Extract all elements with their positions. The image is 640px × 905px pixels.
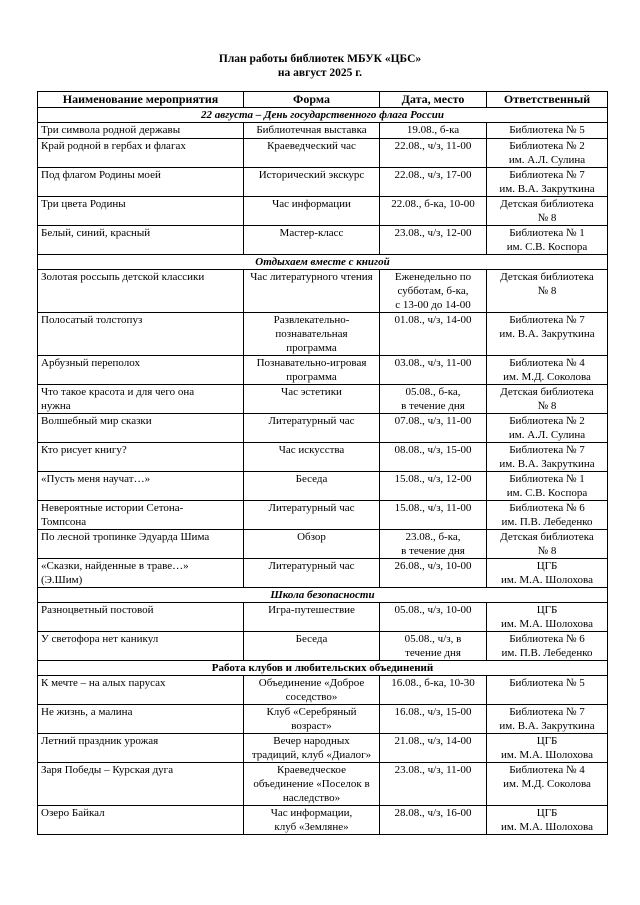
event-name-cell: Три цвета Родины [38, 197, 244, 226]
header-responsible: Ответственный [487, 92, 608, 108]
date-place-cell: 01.08., ч/з, 14-00 [380, 313, 487, 356]
form-cell: Литературный час [244, 414, 380, 443]
form-cell: Вечер народных традиций, клуб «Диалог» [244, 734, 380, 763]
form-cell: Обзор [244, 530, 380, 559]
responsible-cell: Библиотека № 1 им. С.В. Коспора [487, 472, 608, 501]
responsible-cell: Библиотека № 5 [487, 123, 608, 139]
responsible-cell: Детская библиотека № 8 [487, 270, 608, 313]
table-row [38, 472, 608, 501]
responsible-cell: Библиотека № 6 им. П.В. Лебеденко [487, 632, 608, 661]
event-name-cell: Кто рисует книгу? [38, 443, 244, 472]
responsible-cell: Детская библиотека № 8 [487, 385, 608, 414]
date-place-cell: 07.08., ч/з, 11-00 [380, 414, 487, 443]
event-name-cell: Под флагом Родины моей [38, 168, 244, 197]
form-cell: Час искусства [244, 443, 380, 472]
form-cell: Краеведческий час [244, 139, 380, 168]
date-place-cell: 05.08., ч/з, в течение дня [380, 632, 487, 661]
section-row [38, 588, 608, 603]
event-name-cell: Белый, синий, красный [38, 226, 244, 255]
form-cell: Краеведческое объединение «Поселок в наследство» [244, 763, 380, 806]
date-place-cell: 22.08., ч/з, 11-00 [380, 139, 487, 168]
responsible-cell: Библиотека № 2 им. А.Л. Сулина [487, 414, 608, 443]
date-place-cell: 26.08., ч/з, 10-00 [380, 559, 487, 588]
responsible-cell: Детская библиотека № 8 [487, 530, 608, 559]
date-place-cell: 28.08., ч/з, 16-00 [380, 806, 487, 835]
events-table [37, 91, 608, 835]
form-cell: Час эстетики [244, 385, 380, 414]
table-row [38, 385, 608, 414]
date-place-cell: Еженедельно по субботам, б-ка, с 13-00 до 14-00 [380, 270, 487, 313]
form-cell: Библиотечная выставка [244, 123, 380, 139]
section-title: Отдыхаем вместе с книгой [38, 255, 608, 270]
event-name-cell: Невероятные истории Сетона- Томпсона [38, 501, 244, 530]
table-row [38, 763, 608, 806]
date-place-cell: 16.08., б-ка, 10-30 [380, 676, 487, 705]
form-cell: Час информации [244, 197, 380, 226]
event-name-cell: Волшебный мир сказки [38, 414, 244, 443]
table-row [38, 559, 608, 588]
event-name-cell: Разноцветный постовой [38, 603, 244, 632]
form-cell: Исторический экскурс [244, 168, 380, 197]
date-place-cell: 08.08., ч/з, 15-00 [380, 443, 487, 472]
date-place-cell: 15.08., ч/з, 11-00 [380, 501, 487, 530]
table-row [38, 806, 608, 835]
responsible-cell: Библиотека № 7 им. В.А. Закруткина [487, 443, 608, 472]
form-cell: Объединение «Доброе соседство» [244, 676, 380, 705]
event-name-cell: «Пусть меня научат…» [38, 472, 244, 501]
form-cell: Беседа [244, 472, 380, 501]
table-row [38, 123, 608, 139]
event-name-cell: Не жизнь, а малина [38, 705, 244, 734]
responsible-cell: Библиотека № 1 им. С.В. Коспора [487, 226, 608, 255]
date-place-cell: 05.08., ч/з, 10-00 [380, 603, 487, 632]
table-row [38, 356, 608, 385]
responsible-cell: Библиотека № 4 им. М.Д. Соколова [487, 356, 608, 385]
table-row [38, 676, 608, 705]
event-name-cell: Золотая россыпь детской классики [38, 270, 244, 313]
table-header-row [38, 92, 608, 108]
form-cell: Клуб «Серебряный возраст» [244, 705, 380, 734]
section-row [38, 661, 608, 676]
date-place-cell: 19.08., б-ка [380, 123, 487, 139]
table-row [38, 603, 608, 632]
responsible-cell: ЦГБ им. М.А. Шолохова [487, 559, 608, 588]
table-row [38, 734, 608, 763]
date-place-cell: 22.08., ч/з, 17-00 [380, 168, 487, 197]
responsible-cell: Библиотека № 7 им. В.А. Закруткина [487, 168, 608, 197]
event-name-cell: Полосатый толстопуз [38, 313, 244, 356]
event-name-cell: Край родной в гербах и флагах [38, 139, 244, 168]
date-place-cell: 16.08., ч/з, 15-00 [380, 705, 487, 734]
table-body [38, 108, 608, 835]
form-cell: Час информации, клуб «Земляне» [244, 806, 380, 835]
form-cell: Литературный час [244, 501, 380, 530]
event-name-cell: Заря Победы – Курская дуга [38, 763, 244, 806]
header-event-name: Наименование мероприятия [38, 92, 244, 108]
responsible-cell: Библиотека № 6 им. П.В. Лебеденко [487, 501, 608, 530]
plan-title: План работы библиотек МБУК «ЦБС» [218, 53, 422, 65]
event-name-cell: Что такое красота и для чего она нужна [38, 385, 244, 414]
form-cell: Развлекательно- познавательная программа [244, 313, 380, 356]
table-row [38, 139, 608, 168]
responsible-cell: Библиотека № 5 [487, 676, 608, 705]
responsible-cell: Библиотека № 2 им. А.Л. Сулина [487, 139, 608, 168]
responsible-cell: Библиотека № 7 им. В.А. Закруткина [487, 705, 608, 734]
form-cell: Литературный час [244, 559, 380, 588]
section-row [38, 108, 608, 123]
form-cell: Познавательно-игровая программа [244, 356, 380, 385]
date-place-cell: 23.08., ч/з, 12-00 [380, 226, 487, 255]
date-place-cell: 21.08., ч/з, 14-00 [380, 734, 487, 763]
form-cell: Час литературного чтения [244, 270, 380, 313]
event-name-cell: Озеро Байкал [38, 806, 244, 835]
date-place-cell: 15.08., ч/з, 12-00 [380, 472, 487, 501]
date-place-cell: 03.08., ч/з, 11-00 [380, 356, 487, 385]
table-row [38, 414, 608, 443]
event-name-cell: Летний праздник урожая [38, 734, 244, 763]
table-row [38, 313, 608, 356]
table-row [38, 705, 608, 734]
date-place-cell: 05.08., б-ка, в течение дня [380, 385, 487, 414]
event-name-cell: Три символа родной державы [38, 123, 244, 139]
responsible-cell: Библиотека № 4 им. М.Д. Соколова [487, 763, 608, 806]
responsible-cell: Детская библиотека № 8 [487, 197, 608, 226]
table-row [38, 168, 608, 197]
table-row [38, 197, 608, 226]
form-cell: Мастер-класс [244, 226, 380, 255]
section-row [38, 255, 608, 270]
table-row [38, 632, 608, 661]
section-title: 22 августа – День государственного флага России [38, 108, 608, 123]
date-place-cell: 23.08., б-ка, в течение дня [380, 530, 487, 559]
form-cell: Беседа [244, 632, 380, 661]
table-row [38, 501, 608, 530]
event-name-cell: По лесной тропинке Эдуарда Шима [38, 530, 244, 559]
responsible-cell: ЦГБ им. М.А. Шолохова [487, 806, 608, 835]
event-name-cell: У светофора нет каникул [38, 632, 244, 661]
event-name-cell: Арбузный переполох [38, 356, 244, 385]
table-row [38, 226, 608, 255]
table-row [38, 270, 608, 313]
plan-subtitle: на август 2025 г. [277, 67, 363, 79]
section-title: Работа клубов и любительских объединений [38, 661, 608, 676]
header-date-place: Дата, место [380, 92, 487, 108]
date-place-cell: 22.08., б-ка, 10-00 [380, 197, 487, 226]
responsible-cell: ЦГБ им. М.А. Шолохова [487, 734, 608, 763]
event-name-cell: «Сказки, найденные в траве…» (Э.Шим) [38, 559, 244, 588]
table-row [38, 530, 608, 559]
table-row [38, 443, 608, 472]
form-cell: Игра-путешествие [244, 603, 380, 632]
responsible-cell: ЦГБ им. М.А. Шолохова [487, 603, 608, 632]
header-form: Форма [244, 92, 380, 108]
responsible-cell: Библиотека № 7 им. В.А. Закруткина [487, 313, 608, 356]
date-place-cell: 23.08., ч/з, 11-00 [380, 763, 487, 806]
section-title: Школа безопасности [38, 588, 608, 603]
event-name-cell: К мечте – на алых парусах [38, 676, 244, 705]
